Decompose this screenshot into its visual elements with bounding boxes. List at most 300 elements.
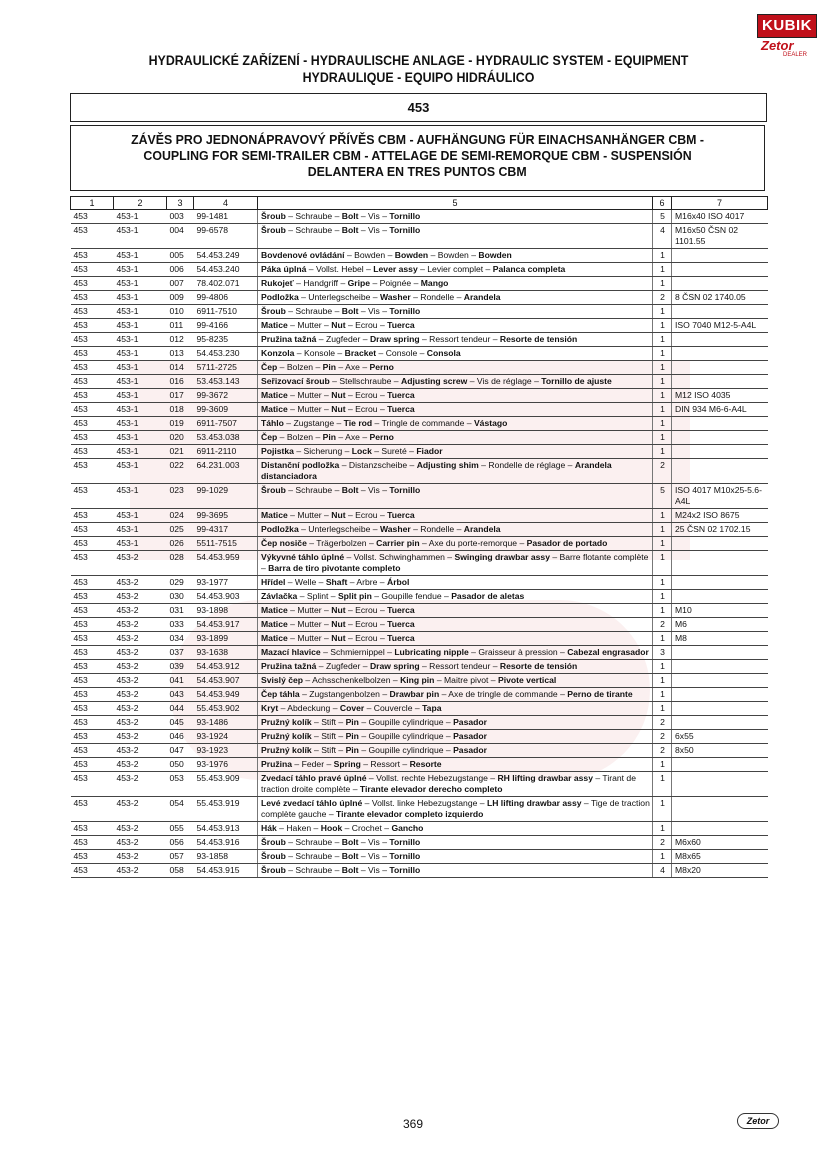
note: M8x20 — [672, 864, 768, 878]
subgroup-col: 453-2 — [114, 646, 167, 660]
table-row — [71, 333, 768, 347]
subgroup-col: 453-1 — [114, 361, 167, 375]
quantity: 1 — [653, 772, 672, 797]
part-number: 64.231.003 — [194, 459, 258, 484]
subgroup-col: 453-1 — [114, 210, 167, 224]
group-number: 453 — [70, 93, 767, 122]
description: Distanční podložka – Distanzscheibe – Adjusting shim – Rondelle de réglage – Arandela distanciadora — [258, 459, 653, 484]
subgroup-col: 453-2 — [114, 797, 167, 822]
subgroup-col: 453-1 — [114, 305, 167, 319]
table-row — [71, 210, 768, 224]
position-col: 026 — [167, 537, 194, 551]
note — [672, 537, 768, 551]
note — [672, 688, 768, 702]
ref-col: 453 — [71, 702, 114, 716]
description: Hák – Haken – Hook – Crochet – Gancho — [258, 822, 653, 836]
table-row — [71, 772, 768, 797]
table-row — [71, 361, 768, 375]
note — [672, 375, 768, 389]
quantity: 1 — [653, 850, 672, 864]
note: M16x50 ČSN 02 1101.55 — [672, 224, 768, 249]
subgroup-col: 453-1 — [114, 509, 167, 523]
table-row — [71, 822, 768, 836]
part-number: 93-1924 — [194, 730, 258, 744]
description: Čep táhla – Zugstangenbolzen – Drawbar pin – Axe de tringle de commande – Perno de tirante — [258, 688, 653, 702]
description: Svislý čep – Achsschenkelbolzen – King pin – Maitre pivot – Pivote vertical — [258, 674, 653, 688]
part-number: 54.453.959 — [194, 551, 258, 576]
note — [672, 822, 768, 836]
description: Pružina tažná – Zugfeder – Draw spring – Ressort tendeur – Resorte de tensión — [258, 333, 653, 347]
part-number: 99-1481 — [194, 210, 258, 224]
note — [672, 576, 768, 590]
table-row — [71, 263, 768, 277]
ref-col: 453 — [71, 537, 114, 551]
table-row — [71, 347, 768, 361]
quantity: 1 — [653, 822, 672, 836]
ref-col: 453 — [71, 523, 114, 537]
note — [672, 772, 768, 797]
header-line-1: HYDRAULICKÉ ZAŘÍZENÍ - HYDRAULISCHE ANLAGE - HYDRAULIC SYSTEM - EQUIPMENT — [148, 53, 689, 68]
ref-col: 453 — [71, 618, 114, 632]
subgroup-col: 453-2 — [114, 716, 167, 730]
note: ISO 7040 M12-5-A4L — [672, 319, 768, 333]
zetor-logo: Zetor — [761, 38, 794, 53]
subgroup-col: 453-2 — [114, 702, 167, 716]
part-number: 95-8235 — [194, 333, 258, 347]
column-header: 6 — [653, 197, 672, 210]
note: 6x55 — [672, 730, 768, 744]
note — [672, 249, 768, 263]
subgroup-col: 453-2 — [114, 688, 167, 702]
quantity: 4 — [653, 864, 672, 878]
quantity: 1 — [653, 758, 672, 772]
position-col: 023 — [167, 484, 194, 509]
table-row — [71, 319, 768, 333]
quantity: 1 — [653, 417, 672, 431]
header-line-2: HYDRAULIQUE - EQUIPO HIDRÁULICO — [302, 70, 535, 85]
table-row — [71, 744, 768, 758]
ref-col: 453 — [71, 632, 114, 646]
description: Šroub – Schraube – Bolt – Vis – Tornillo — [258, 224, 653, 249]
part-number: 78.402.071 — [194, 277, 258, 291]
table-row — [71, 576, 768, 590]
subgroup-col: 453-1 — [114, 333, 167, 347]
position-col: 025 — [167, 523, 194, 537]
subgroup-col: 453-2 — [114, 551, 167, 576]
position-col: 004 — [167, 224, 194, 249]
part-number: 54.453.913 — [194, 822, 258, 836]
subgroup-col: 453-1 — [114, 389, 167, 403]
quantity: 1 — [653, 576, 672, 590]
position-col: 057 — [167, 850, 194, 864]
column-header: 1 — [71, 197, 114, 210]
ref-col: 453 — [71, 758, 114, 772]
quantity: 1 — [653, 674, 672, 688]
part-number: 54.453.915 — [194, 864, 258, 878]
column-header: 2 — [114, 197, 167, 210]
description: Šroub – Schraube – Bolt – Vis – Tornillo — [258, 210, 653, 224]
part-number: 54.453.903 — [194, 590, 258, 604]
ref-col: 453 — [71, 389, 114, 403]
description: Pružný kolík – Stift – Pin – Goupille cylindrique – Pasador — [258, 744, 653, 758]
description: Pružina tažná – Zugfeder – Draw spring – Ressort tendeur – Resorte de tensión — [258, 660, 653, 674]
part-number: 55.453.919 — [194, 797, 258, 822]
part-number: 54.453.240 — [194, 263, 258, 277]
description: Hřídel – Welle – Shaft – Arbre – Árbol — [258, 576, 653, 590]
subgroup-col: 453-2 — [114, 730, 167, 744]
position-col: 034 — [167, 632, 194, 646]
part-number: 99-4166 — [194, 319, 258, 333]
position-col: 039 — [167, 660, 194, 674]
table-row — [71, 660, 768, 674]
position-col: 041 — [167, 674, 194, 688]
ref-col: 453 — [71, 305, 114, 319]
ref-col: 453 — [71, 333, 114, 347]
subgroup-col: 453-1 — [114, 263, 167, 277]
quantity: 3 — [653, 646, 672, 660]
subgroup-col: 453-1 — [114, 537, 167, 551]
table-row — [71, 484, 768, 509]
description: Rukojeť – Handgriff – Gripe – Poignée – Mango — [258, 277, 653, 291]
group-title-line-3: DELANTERA EN TRES PUNTOS CBM — [308, 164, 527, 179]
subgroup-col: 453-2 — [114, 632, 167, 646]
position-col: 019 — [167, 417, 194, 431]
quantity: 2 — [653, 730, 672, 744]
quantity: 1 — [653, 632, 672, 646]
ref-col: 453 — [71, 864, 114, 878]
note — [672, 646, 768, 660]
part-number: 99-3672 — [194, 389, 258, 403]
ref-col: 453 — [71, 744, 114, 758]
description: Konzola – Konsole – Bracket – Console – Consola — [258, 347, 653, 361]
subgroup-col: 453-1 — [114, 403, 167, 417]
ref-col: 453 — [71, 660, 114, 674]
description: Podložka – Unterlegscheibe – Washer – Rondelle – Arandela — [258, 291, 653, 305]
position-col: 030 — [167, 590, 194, 604]
part-number: 5511-7515 — [194, 537, 258, 551]
position-col: 046 — [167, 730, 194, 744]
subgroup-col: 453-2 — [114, 590, 167, 604]
part-number: 54.453.249 — [194, 249, 258, 263]
quantity: 2 — [653, 836, 672, 850]
table-row — [71, 730, 768, 744]
ref-col: 453 — [71, 210, 114, 224]
subgroup-col: 453-2 — [114, 660, 167, 674]
page-header — [98, 52, 739, 86]
position-col: 007 — [167, 277, 194, 291]
ref-col: 453 — [71, 249, 114, 263]
group-title — [70, 125, 765, 191]
subgroup-col: 453-2 — [114, 744, 167, 758]
position-col: 009 — [167, 291, 194, 305]
ref-col: 453 — [71, 459, 114, 484]
note: 8x50 — [672, 744, 768, 758]
position-col: 005 — [167, 249, 194, 263]
column-header: 3 — [167, 197, 194, 210]
position-col: 020 — [167, 431, 194, 445]
quantity: 1 — [653, 604, 672, 618]
quantity: 1 — [653, 688, 672, 702]
note — [672, 551, 768, 576]
group-title-line-2: COUPLING FOR SEMI-TRAILER CBM - ATTELAGE DE SEMI-REMORQUE CBM - SUSPENSIÓN — [143, 148, 692, 163]
part-number: 55.453.902 — [194, 702, 258, 716]
position-col: 010 — [167, 305, 194, 319]
quantity: 5 — [653, 210, 672, 224]
quantity: 1 — [653, 361, 672, 375]
quantity: 1 — [653, 797, 672, 822]
ref-col: 453 — [71, 445, 114, 459]
ref-col: 453 — [71, 836, 114, 850]
position-col: 017 — [167, 389, 194, 403]
position-col: 031 — [167, 604, 194, 618]
quantity: 2 — [653, 618, 672, 632]
note — [672, 347, 768, 361]
quantity: 1 — [653, 590, 672, 604]
ref-col: 453 — [71, 263, 114, 277]
note — [672, 590, 768, 604]
quantity: 1 — [653, 347, 672, 361]
position-col: 044 — [167, 702, 194, 716]
note: M24x2 ISO 8675 — [672, 509, 768, 523]
quantity: 2 — [653, 459, 672, 484]
description: Bovdenové ovládání – Bowden – Bowden – Bowden – Bowden — [258, 249, 653, 263]
table-row — [71, 646, 768, 660]
note — [672, 716, 768, 730]
part-number: 93-1977 — [194, 576, 258, 590]
note — [672, 305, 768, 319]
description: Závlačka – Splint – Split pin – Goupille fendue – Pasador de aletas — [258, 590, 653, 604]
description: Pružina – Feder – Spring – Ressort – Resorte — [258, 758, 653, 772]
column-header: 5 — [258, 197, 653, 210]
note — [672, 758, 768, 772]
description: Páka úplná – Vollst. Hebel – Lever assy – Levier complet – Palanca completa — [258, 263, 653, 277]
part-number: 54.453.916 — [194, 836, 258, 850]
description: Výkyvné táhlo úplné – Vollst. Schwinghammen – Swinging drawbar assy – Barre flotante complète – Barra de tiro pivotante completo — [258, 551, 653, 576]
quantity: 2 — [653, 291, 672, 305]
quantity: 1 — [653, 277, 672, 291]
position-col: 024 — [167, 509, 194, 523]
part-number: 93-1858 — [194, 850, 258, 864]
note — [672, 361, 768, 375]
part-number: 99-4317 — [194, 523, 258, 537]
subgroup-col: 453-2 — [114, 604, 167, 618]
ref-col: 453 — [71, 646, 114, 660]
quantity: 1 — [653, 403, 672, 417]
part-number: 54.453.230 — [194, 347, 258, 361]
subgroup-col: 453-1 — [114, 417, 167, 431]
part-number: 93-1923 — [194, 744, 258, 758]
position-col: 037 — [167, 646, 194, 660]
ref-col: 453 — [71, 551, 114, 576]
parts-table-body — [71, 210, 768, 878]
quantity: 1 — [653, 551, 672, 576]
table-row — [71, 389, 768, 403]
part-number: 53.453.143 — [194, 375, 258, 389]
part-number: 54.453.912 — [194, 660, 258, 674]
position-col: 056 — [167, 836, 194, 850]
note — [672, 445, 768, 459]
note — [672, 702, 768, 716]
table-row — [71, 509, 768, 523]
quantity: 1 — [653, 305, 672, 319]
subgroup-col: 453-2 — [114, 864, 167, 878]
table-row — [71, 305, 768, 319]
description: Matice – Mutter – Nut – Ecrou – Tuerca — [258, 604, 653, 618]
part-number: 93-1898 — [194, 604, 258, 618]
ref-col: 453 — [71, 403, 114, 417]
position-col: 003 — [167, 210, 194, 224]
ref-col: 453 — [71, 604, 114, 618]
part-number: 93-1976 — [194, 758, 258, 772]
note — [672, 277, 768, 291]
ref-col: 453 — [71, 224, 114, 249]
table-row — [71, 417, 768, 431]
description: Šroub – Schraube – Bolt – Vis – Tornillo — [258, 850, 653, 864]
ref-col: 453 — [71, 772, 114, 797]
description: Čep – Bolzen – Pin – Axe – Perno — [258, 431, 653, 445]
position-col: 055 — [167, 822, 194, 836]
subgroup-col: 453-2 — [114, 850, 167, 864]
note: M8 — [672, 632, 768, 646]
description: Podložka – Unterlegscheibe – Washer – Rondelle – Arandela — [258, 523, 653, 537]
part-number: 99-1029 — [194, 484, 258, 509]
ref-col: 453 — [71, 576, 114, 590]
quantity: 1 — [653, 375, 672, 389]
part-number: 5711-2725 — [194, 361, 258, 375]
description: Táhlo – Zugstange – Tie rod – Tringle de commande – Vástago — [258, 417, 653, 431]
note: M16x40 ISO 4017 — [672, 210, 768, 224]
subgroup-col: 453-2 — [114, 576, 167, 590]
ref-col: 453 — [71, 716, 114, 730]
column-header: 7 — [672, 197, 768, 210]
note — [672, 431, 768, 445]
note: 25 ČSN 02 1702.15 — [672, 523, 768, 537]
quantity: 1 — [653, 431, 672, 445]
table-row — [71, 291, 768, 305]
quantity: 1 — [653, 389, 672, 403]
subgroup-col: 453-2 — [114, 836, 167, 850]
part-number: 54.453.949 — [194, 688, 258, 702]
table-row — [71, 249, 768, 263]
position-col: 054 — [167, 797, 194, 822]
table-row — [71, 604, 768, 618]
description: Matice – Mutter – Nut – Ecrou – Tuerca — [258, 509, 653, 523]
subgroup-col: 453-2 — [114, 822, 167, 836]
part-number: 53.453.038 — [194, 431, 258, 445]
ref-col: 453 — [71, 375, 114, 389]
table-row — [71, 277, 768, 291]
ref-col: 453 — [71, 484, 114, 509]
part-number: 93-1899 — [194, 632, 258, 646]
group-title-line-1: ZÁVĚS PRO JEDNONÁPRAVOVÝ PŘÍVĚS CBM - AUFHÄNGUNG FÜR EINACHSANHÄNGER CBM - — [131, 132, 704, 147]
subgroup-col: 453-2 — [114, 674, 167, 688]
subgroup-col: 453-1 — [114, 291, 167, 305]
ref-col: 453 — [71, 277, 114, 291]
quantity: 1 — [653, 702, 672, 716]
description: Šroub – Schraube – Bolt – Vis – Tornillo — [258, 305, 653, 319]
description: Zvedací táhlo pravé úplné – Vollst. rechte Hebezugstange – RH lifting drawbar assy – Tirant de traction droite complète – Tirante elevador derecho completo — [258, 772, 653, 797]
position-col: 045 — [167, 716, 194, 730]
table-row — [71, 702, 768, 716]
quantity: 1 — [653, 445, 672, 459]
table-row — [71, 716, 768, 730]
ref-col: 453 — [71, 822, 114, 836]
table-row — [71, 850, 768, 864]
table-row — [71, 836, 768, 850]
note — [672, 459, 768, 484]
kubik-zetor-logo — [757, 14, 817, 58]
part-number: 99-6578 — [194, 224, 258, 249]
table-row — [71, 551, 768, 576]
subgroup-col: 453-1 — [114, 445, 167, 459]
table-row — [71, 590, 768, 604]
description: Matice – Mutter – Nut – Ecrou – Tuerca — [258, 618, 653, 632]
subgroup-col: 453-1 — [114, 249, 167, 263]
subgroup-col: 453-1 — [114, 459, 167, 484]
note — [672, 417, 768, 431]
description: Matice – Mutter – Nut – Ecrou – Tuerca — [258, 632, 653, 646]
column-header: 4 — [194, 197, 258, 210]
position-col: 047 — [167, 744, 194, 758]
part-number: 93-1638 — [194, 646, 258, 660]
subgroup-col: 453-1 — [114, 319, 167, 333]
position-col: 053 — [167, 772, 194, 797]
quantity: 1 — [653, 249, 672, 263]
quantity: 1 — [653, 523, 672, 537]
position-col: 029 — [167, 576, 194, 590]
part-number: 55.453.909 — [194, 772, 258, 797]
ref-col: 453 — [71, 509, 114, 523]
description: Mazací hlavice – Schmiernippel – Lubricating nipple – Graisseur à pression – Cabezal engrasador — [258, 646, 653, 660]
ref-col: 453 — [71, 674, 114, 688]
note — [672, 797, 768, 822]
dealer-label: DEALER — [783, 52, 808, 58]
note: M12 ISO 4035 — [672, 389, 768, 403]
subgroup-col: 453-1 — [114, 375, 167, 389]
description: Šroub – Schraube – Bolt – Vis – Tornillo — [258, 836, 653, 850]
part-number: 99-4806 — [194, 291, 258, 305]
quantity: 4 — [653, 224, 672, 249]
note: M10 — [672, 604, 768, 618]
position-col: 006 — [167, 263, 194, 277]
quantity: 2 — [653, 716, 672, 730]
subgroup-col: 453-2 — [114, 758, 167, 772]
part-number: 54.453.907 — [194, 674, 258, 688]
position-col: 012 — [167, 333, 194, 347]
description: Levé zvedací táhlo úplné – Vollst. linke Hebezugstange – LH lifting drawbar assy – Tige de traction complète gauche – Tirante elevador completo izquierdo — [258, 797, 653, 822]
note — [672, 674, 768, 688]
note — [672, 660, 768, 674]
description: Čep – Bolzen – Pin – Axe – Perno — [258, 361, 653, 375]
description: Čep nosiče – Trägerbolzen – Carrier pin – Axe du porte-remorque – Pasador de portado — [258, 537, 653, 551]
subgroup-col: 453-1 — [114, 431, 167, 445]
ref-col: 453 — [71, 291, 114, 305]
table-row — [71, 375, 768, 389]
subgroup-col: 453-1 — [114, 484, 167, 509]
note — [672, 263, 768, 277]
note: M8x65 — [672, 850, 768, 864]
note: DIN 934 M6-6-A4L — [672, 403, 768, 417]
note — [672, 333, 768, 347]
ref-col: 453 — [71, 417, 114, 431]
ref-col: 453 — [71, 730, 114, 744]
quantity: 1 — [653, 263, 672, 277]
table-row — [71, 618, 768, 632]
table-row — [71, 523, 768, 537]
ref-col: 453 — [71, 797, 114, 822]
table-row — [71, 224, 768, 249]
table-row — [71, 632, 768, 646]
